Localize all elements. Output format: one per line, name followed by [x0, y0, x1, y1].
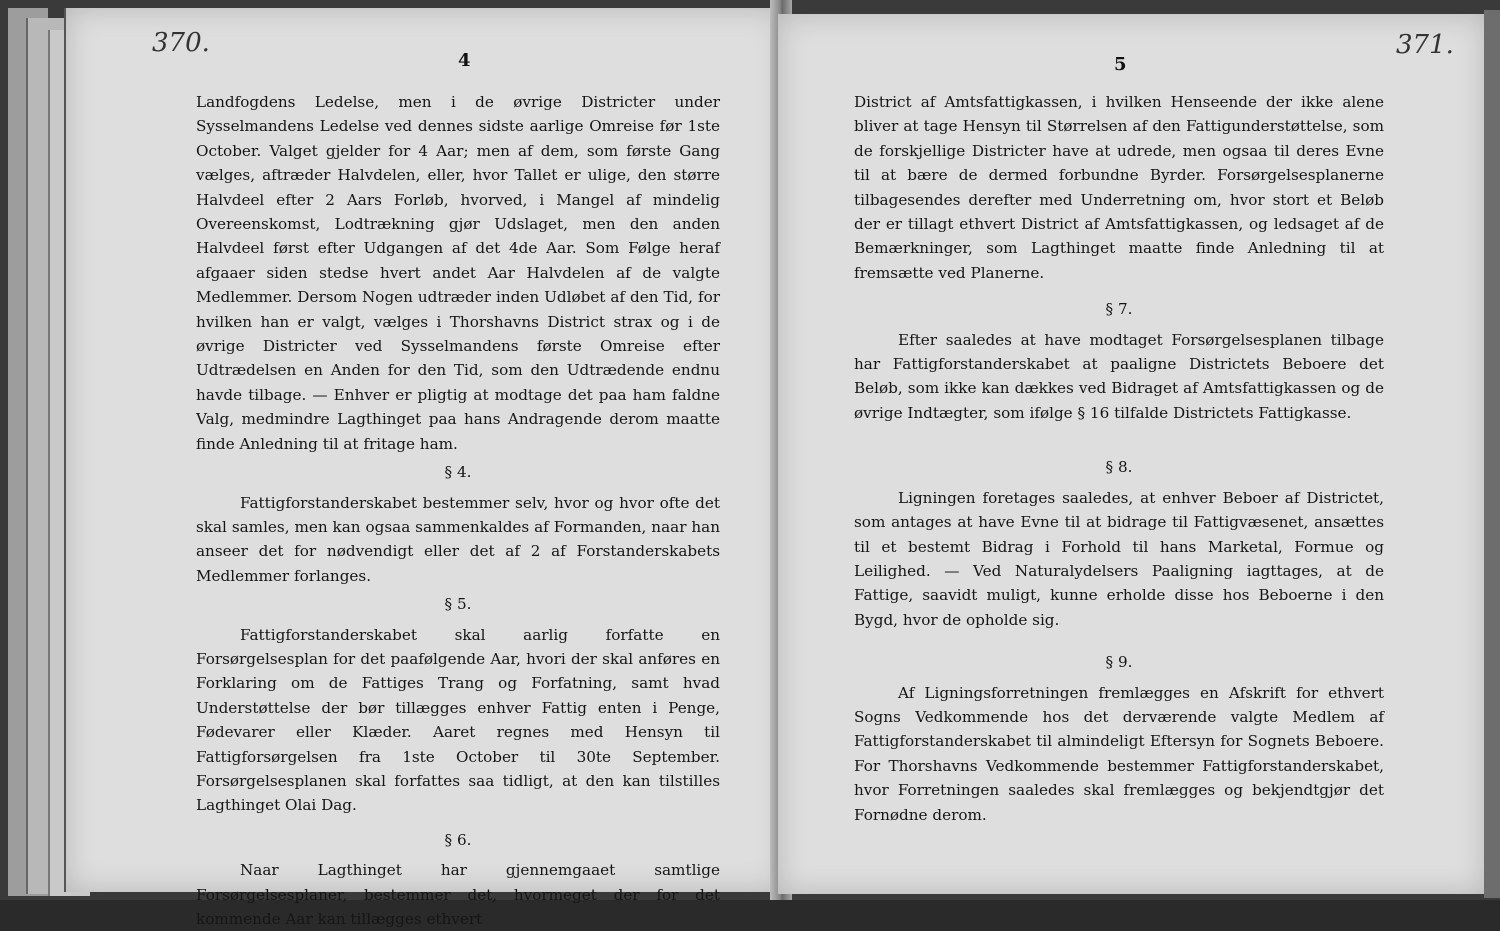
- section-9-heading: § 9.: [1105, 653, 1133, 672]
- left-paragraph-1: Landfogdens Ledelse, men i de øvrige Districter under Sysselmandens Ledelse ved dennes sidste aarlige Omreise før 1ste October. Valget gjelder for 4 Aar; men af dem, som første Gang vælges, aftræder Halvdelen, eller, hvor Tallet er ulige, den større Halvdeel efter 2 Aars Forløb, hvorved, i Mangel af mindelig Overeenskomst, Lodtrækning gjør Udslaget, men den anden Halvdeel først efter Udgangen af det 4de Aar. Som Følge heraf afgaaer siden stedse hvert andet Aar Halvdelen af de valgte Medlemmer. Dersom Nogen udtræder inden Udløbet af den Tid, for hvilken han er valgt, vælges i Thorshavns District strax og i de øvrige Districter ved Sysselmandens første Omreise efter Udtrædelsen en Anden for den Tid, som den Udtrædende endnu havde tilbage. — Enhver er pligtig at modtage det paa ham faldne Valg, medmindre Lagthinget paa hans Andragende derom maatte finde Anledning til at fritage ham.: [196, 93, 720, 453]
- section-6-text: Naar Lagthinget har gjennemgaaet samtlige Forsørgelsesplaner, bestemmer det, hvormeget der for det kommende Aar kan tillægges ethvert: [196, 861, 720, 928]
- right-page-stack-edge: [1484, 10, 1500, 898]
- left-page: [64, 8, 784, 928]
- section-6-heading: § 6.: [444, 830, 472, 849]
- section-8-heading: § 8.: [1105, 458, 1133, 477]
- right-page-number: 5: [1114, 54, 1127, 75]
- section-4-text: Fattigforstanderskabet bestemmer selv, hvor og hvor ofte det skal samles, men kan ogsaa sammenkaldes af Formanden, naar han anseer det for nødvendigt eller det af 2 af Forstanderskabets Medlemmer forlanges.: [196, 493, 720, 585]
- section-7-text: Efter saaledes at have modtaget Forsørgelsesplanen tilbage har Fattigforstanderskabet at paaligne Districtets Beboere det Beløb, som ikke kan dækkes ved Bidraget af Amtsfattigkassen og de øvrige Indtægter, som ifølge § 16 tilfalde Districtets Fattigkasse.: [854, 330, 1384, 422]
- left-page-number: 4: [458, 50, 471, 71]
- left-page-body: [196, 90, 720, 931]
- section-5-heading: § 5.: [444, 595, 472, 614]
- section-7-heading: § 7.: [1105, 300, 1133, 319]
- section-8-text: Ligningen foretages saaledes, at enhver Beboer af Districtet, som antages at have Evne til at bidrage til Fattigvæsenet, ansættes til et bestemt Bidrag i Forhold til hans Marketal, Formue og Leilighed. — Ved Naturalydelsers Paaligning iagttages, at de Fattige, saavidt muligt, kunne erholde disse hos Beboerne i den Bygd, hvor de opholde sig.: [854, 488, 1384, 629]
- right-page-body: [854, 90, 1384, 827]
- right-margin-note: 371.: [1396, 30, 1454, 60]
- section-4-heading: § 4.: [444, 463, 472, 482]
- left-margin-note: 370.: [152, 28, 210, 58]
- right-page: [778, 14, 1488, 894]
- right-paragraph-1: District af Amtsfattigkassen, i hvilken Henseende der ikke alene bliver at tage Hensyn til Størrelsen af den Fattigunderstøttelse, som de forskjellige Districter have at udrede, men ogsaa til deres Evne til at bære de dermed forbundne Byrder. Forsørgelsesplanerne tilbagesendes derefter med Underretning om, hvor stort et Beløb der er tillagt ethvert District af Amtsfattigkassen, og ledsaget af de Bemærkninger, som Lagthinget maatte finde Anledning til at fremsætte ved Planerne.: [854, 93, 1384, 282]
- section-5-text: Fattigforstanderskabet skal aarlig forfatte en Forsørgelsesplan for det paafølgende Aar, hvori der skal anføres en Forklaring om de Fattiges Trang og Forfatning, samt hvad Understøttelse der bør tillægges enhver Fattig enten i Penge, Fødevarer eller Klæder. Aaret regnes med Hensyn til Fattigforsørgelsen fra 1ste October til 30te September. Forsørgelsesplanen skal forfattes saa tidligt, at den kan tilstilles Lagthinget Olai Dag.: [196, 625, 720, 815]
- section-9-text: Af Ligningsforretningen fremlægges en Afskrift for ethvert Sogns Vedkommende hos det derværende valgte Medlem af Fattigforstanderskabet til almindeligt Eftersyn for Sognets Beboere. For Thorshavns Vedkommende bestemmer Fattigforstanderskabet, hvor Forretningen saaledes skal fremlægges og bekjendtgjør det Fornødne derom.: [854, 683, 1384, 824]
